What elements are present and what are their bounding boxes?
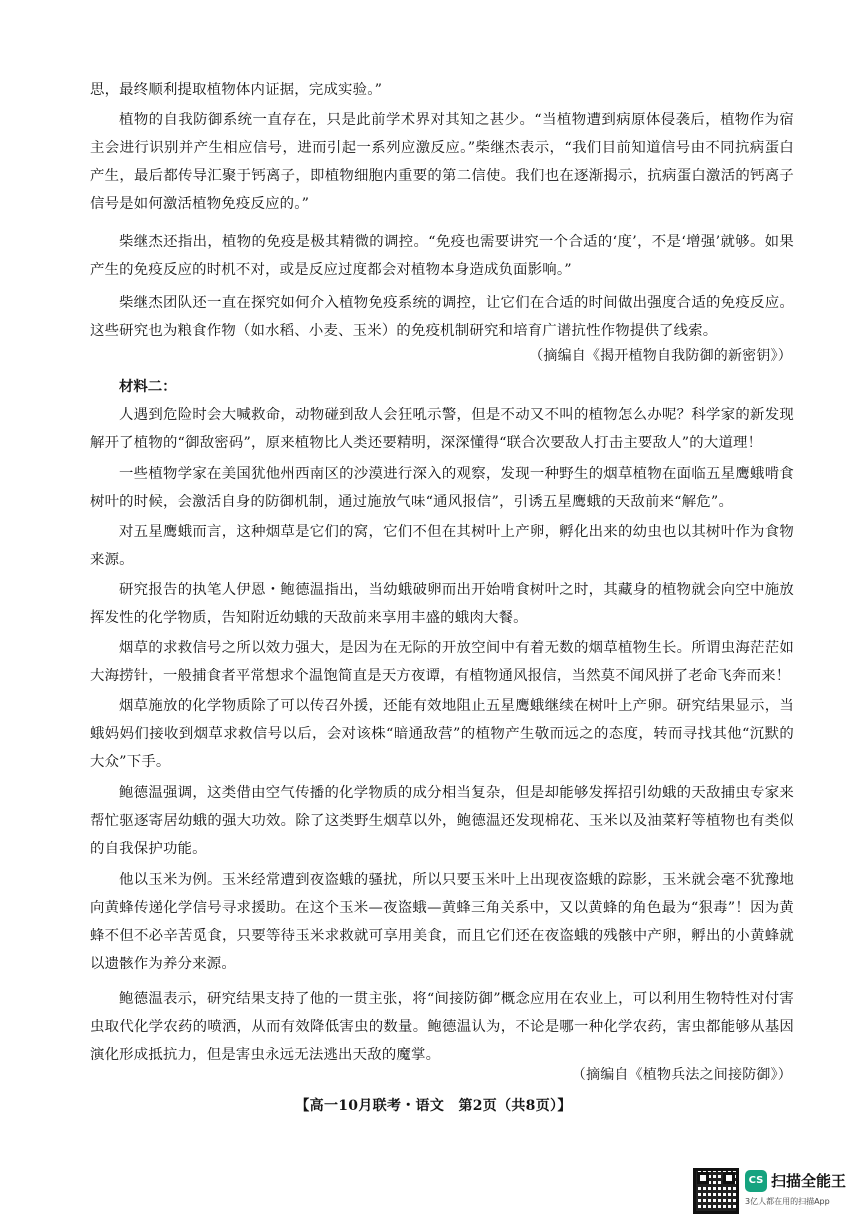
scanner-tagline: 3亿人都在用的扫描App [745, 1197, 830, 1206]
scanner-app-name: 扫描全能王 [771, 1172, 847, 1190]
paragraph: 他以玉米为例。玉米经常遭到夜盗蛾的骚扰，所以只要玉米叶上出现夜盗蛾的踪影，玉米就会毫不犹豫地向黄蜂传递化学信号寻求援助。在这个玉米—夜盗蛾—黄蜂三角关系中，又以黄蜂的角色最为“狠毒”！因为黄蜂不但不必辛苦觅食，只要等待玉米求救就可享用美食，而且它们还在夜盗蛾的残骸中产卵，孵出的小黄蜂就以遗骸作为养分来源。 [90, 872, 794, 972]
paragraph: 烟草施放的化学物质除了可以传召外援，还能有效地阻止五星鹰蛾继续在树叶上产卵。研究结果显示，当蛾妈妈们接收到烟草求救信号以后，会对该株“暗通敌营”的植物产生敬而远之的态度，转而寻找其他“沉默的大众”下手。 [90, 698, 794, 770]
source-citation: （摘编自《植物兵法之间接防御》） [571, 1067, 792, 1083]
camscanner-logo-icon: CS [745, 1170, 767, 1192]
paragraph: 对五星鹰蛾而言，这种烟草是它们的窝，它们不但在其树叶上产卵，孵化出来的幼虫也以其树叶作为食物来源。 [90, 524, 794, 568]
page-footer: 【高一10月联考・语文 第2页（共8页）】 [295, 1098, 572, 1114]
paragraph: 柴继杰团队还一直在探究如何介入植物免疫系统的调控，让它们在合适的时间做出强度合适的免疫反应。这些研究也为粮食作物（如水稻、小麦、玉米）的免疫机制研究和培育广谱抗性作物提供了线索。 [90, 295, 794, 339]
paragraph: 柴继杰还指出，植物的免疫是极其精微的调控。“免疫也需要讲究一个合适的‘度’，不是‘增强’就够。如果产生的免疫反应的时机不对，或是反应过度都会对植物本身造成负面影响。” [90, 234, 794, 278]
section-heading: 材料二： [119, 378, 177, 395]
paragraph: 鲍德温强调，这类借由空气传播的化学物质的成分相当复杂，但是却能够发挥招引幼蛾的天敌捕虫专家来帮忙驱逐寄居幼蛾的强大功效。除了这类野生烟草以外，鲍德温还发现棉花、玉米以及油菜籽等植物也有类似的自我保护功能。 [90, 785, 794, 857]
paragraph: 一些植物学家在美国犹他州西南区的沙漠进行深入的观察，发现一种野生的烟草植物在面临五星鹰蛾啃食树叶的时候，会激活自身的防御机制，通过施放气味“通风报信”，引诱五星鹰蛾的天敌前来“解危”。 [90, 466, 794, 510]
qr-code-icon [693, 1168, 739, 1214]
paragraph: 鲍德温表示，研究结果支持了他的一贯主张，将“间接防御”概念应用在农业上，可以利用生物特性对付害虫取代化学农药的喷洒，从而有效降低害虫的数量。鲍德温认为，不论是哪一种化学农药，害虫都能够从基因演化形成抵抗力，但是害虫永远无法逃出天敌的魔掌。 [90, 991, 794, 1063]
paragraph: 思，最终顺利提取植物体内证据，完成实验。” [90, 82, 383, 98]
paragraph: 植物的自我防御系统一直存在，只是此前学术界对其知之甚少。“当植物遭到病原体侵袭后，植物作为宿主会进行识别并产生相应信号，进而引起一系列应激反应。”柴继杰表示，“我们目前知道信号由不同抗病蛋白产生，最后都传导汇聚于钙离子，即植物细胞内重要的第二信使。我们也在逐渐揭示，抗病蛋白激活的钙离子信号是如何激活植物免疫反应的。” [90, 112, 794, 212]
source-citation: （摘编自《揭开植物自我防御的新密钥》） [529, 348, 792, 364]
paragraph: 研究报告的执笔人伊恩・鲍德温指出，当幼蛾破卵而出开始啃食树叶之时，其藏身的植物就会向空中施放挥发性的化学物质，告知附近幼蛾的天敌前来享用丰盛的蛾肉大餐。 [90, 582, 794, 626]
paragraph: 烟草的求救信号之所以效力强大，是因为在无际的开放空间中有着无数的烟草植物生长。所谓虫海茫茫如大海捞针，一般捕食者平常想求个温饱简直是天方夜谭，有植物通风报信，当然莫不闻风拼了老命飞奔而来！ [90, 640, 794, 684]
paragraph: 人遇到危险时会大喊救命，动物碰到敌人会狂吼示警，但是不动又不叫的植物怎么办呢？科学家的新发现解开了植物的“御敌密码”，原来植物比人类还要精明，深深懂得“联合次要敌人打击主要敌人”的大道理！ [90, 407, 794, 451]
